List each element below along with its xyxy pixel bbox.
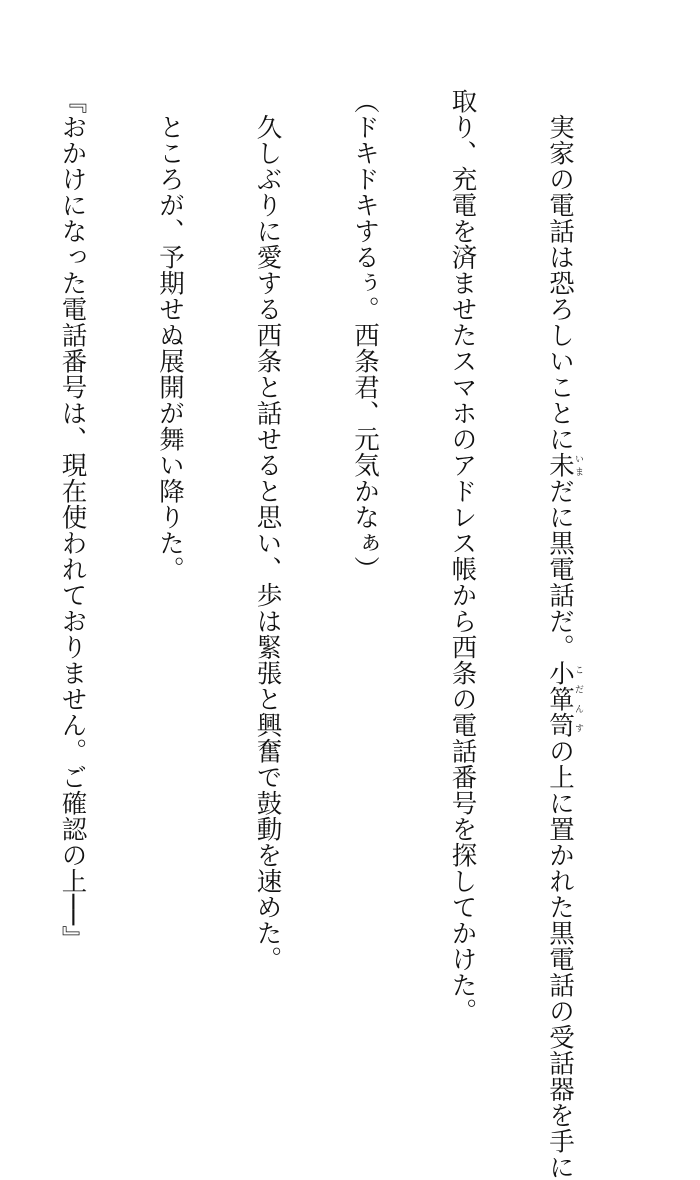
text-line-02: 取り、充電を済ませたスマホのアドレス帳から西条の電話番号を探してかけた。 <box>447 88 478 1024</box>
text-line-01 <box>544 88 584 1180</box>
text-segment: 実家の電話は恐ろしいことに <box>545 113 575 452</box>
ruby-kodansu: 小箪笥こだんす <box>545 659 583 738</box>
text-line-03: （ドキドキするぅ。西条君、元気かなぁ） <box>350 88 380 582</box>
ruby-ima: 未いま <box>545 451 583 478</box>
text-line-06: 『おかけになった電話番号は、現在使われておりません。ご確認の上──』 <box>57 88 88 952</box>
text-segment: の上に置かれた黒電話の受話器を手に <box>545 737 575 1180</box>
text-line-05: ところが、予期せぬ展開が舞い降りた。 <box>155 113 185 582</box>
vertical-text-body <box>0 88 648 1180</box>
text-segment: だに黒電話だ。 <box>545 477 575 660</box>
text-line-04: 久しぶりに愛する西条と話せると思い、歩は緊張と興奮で鼓動を速めた。 <box>252 113 283 972</box>
